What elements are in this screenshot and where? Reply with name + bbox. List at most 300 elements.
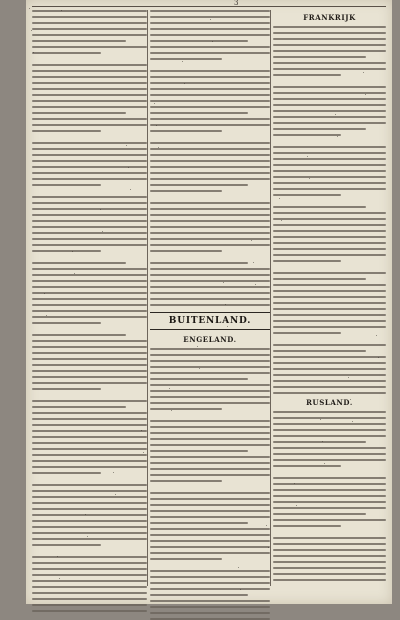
text-line — [150, 58, 222, 60]
print-speck — [238, 567, 239, 568]
text-line — [32, 514, 147, 516]
text-line — [32, 454, 147, 456]
text-line — [273, 176, 386, 178]
text-line — [273, 68, 386, 70]
text-line — [32, 556, 147, 558]
text-line — [32, 148, 147, 150]
text-line — [32, 442, 147, 444]
print-speck — [225, 304, 226, 305]
text-line — [273, 164, 386, 166]
text-line — [273, 477, 386, 479]
print-speck — [296, 505, 297, 506]
text-line — [273, 104, 386, 106]
text-line — [273, 128, 366, 130]
print-speck — [240, 589, 241, 590]
text-line — [150, 82, 270, 84]
print-speck — [199, 368, 200, 369]
text-line — [150, 528, 270, 530]
text-line — [32, 220, 147, 222]
text-line — [150, 444, 270, 446]
top-rule — [32, 6, 386, 7]
text-line — [273, 326, 386, 328]
text-line — [273, 248, 386, 250]
text-line — [273, 380, 386, 382]
print-speck — [268, 547, 269, 548]
text-line — [32, 382, 147, 384]
print-speck — [171, 410, 172, 411]
print-speck — [279, 198, 280, 199]
text-line — [32, 592, 147, 594]
text-line — [32, 526, 147, 528]
text-line — [273, 308, 386, 310]
text-line — [150, 456, 270, 458]
print-speck — [212, 41, 213, 42]
print-speck — [376, 335, 377, 336]
text-line — [32, 208, 147, 210]
text-line — [150, 112, 248, 114]
print-speck — [154, 103, 155, 104]
text-line — [32, 178, 147, 180]
section-heading-buitenland: BUITENLAND. — [150, 312, 270, 330]
text-line — [273, 86, 386, 88]
text-line — [150, 390, 270, 392]
text-line — [150, 304, 270, 306]
text-line — [273, 134, 341, 136]
print-speck — [294, 483, 295, 484]
text-line — [150, 100, 270, 102]
print-speck — [85, 514, 86, 515]
print-speck — [130, 189, 131, 190]
column-middle-text-bottom — [150, 348, 270, 620]
text-line — [32, 238, 147, 240]
text-line — [150, 384, 270, 386]
text-line — [32, 10, 147, 12]
text-line — [32, 70, 147, 72]
text-line — [150, 540, 270, 542]
text-line — [150, 286, 270, 288]
text-line — [150, 298, 270, 300]
text-line — [273, 170, 386, 172]
text-line — [273, 435, 386, 437]
print-speck — [31, 30, 32, 31]
column-divider — [147, 10, 148, 586]
text-line — [32, 520, 147, 522]
text-line — [273, 374, 386, 376]
text-line — [273, 56, 366, 58]
text-line — [32, 88, 147, 90]
print-speck — [255, 284, 256, 285]
print-speck — [223, 282, 224, 283]
text-line — [32, 226, 147, 228]
text-line — [273, 254, 386, 256]
text-line — [32, 292, 147, 294]
text-line — [150, 600, 270, 602]
text-line — [273, 92, 386, 94]
text-line — [32, 484, 147, 486]
print-speck — [113, 472, 114, 473]
text-line — [32, 46, 147, 48]
text-line — [150, 202, 270, 204]
text-line — [273, 495, 386, 497]
text-line — [273, 362, 386, 364]
text-line — [150, 510, 270, 512]
text-line — [150, 268, 270, 270]
text-line — [273, 579, 386, 581]
text-line — [32, 316, 147, 318]
text-line — [150, 576, 270, 578]
text-line — [273, 417, 386, 419]
text-line — [150, 534, 270, 536]
print-speck — [365, 94, 366, 95]
text-line — [32, 196, 147, 198]
text-line — [273, 302, 386, 304]
text-line — [273, 332, 341, 334]
text-line — [32, 400, 147, 402]
text-line — [273, 224, 386, 226]
text-line — [150, 408, 222, 410]
print-speck — [335, 114, 336, 115]
text-line — [150, 348, 270, 350]
text-line — [32, 610, 147, 612]
text-line — [32, 304, 147, 306]
text-line — [273, 519, 386, 521]
text-line — [150, 360, 270, 362]
print-speck — [59, 578, 60, 579]
text-line — [32, 214, 147, 216]
text-line — [273, 278, 366, 280]
print-speck — [169, 388, 170, 389]
column-middle-text-top — [150, 10, 270, 306]
print-speck — [307, 156, 308, 157]
text-line — [150, 292, 270, 294]
text-line — [32, 28, 147, 30]
text-line — [150, 34, 270, 36]
text-line — [273, 543, 386, 545]
text-line — [150, 166, 270, 168]
text-line — [273, 513, 366, 515]
text-line — [32, 172, 147, 174]
text-line — [273, 272, 386, 274]
text-line — [32, 268, 147, 270]
text-line — [32, 112, 126, 114]
section-heading-frankrijk: FRANKRIJK — [303, 13, 356, 22]
text-line — [32, 532, 147, 534]
print-speck — [322, 441, 323, 442]
text-line — [273, 236, 386, 238]
text-line — [273, 116, 386, 118]
text-line — [273, 459, 386, 461]
text-line — [150, 438, 270, 440]
text-line — [150, 262, 248, 264]
text-line — [273, 561, 386, 563]
newspaper-page — [26, 0, 392, 604]
text-line — [273, 507, 386, 509]
text-line — [273, 38, 386, 40]
text-line — [273, 483, 386, 485]
column-middle — [150, 10, 270, 586]
print-speck — [378, 357, 379, 358]
text-line — [32, 460, 147, 462]
column-right — [273, 10, 386, 586]
text-line — [32, 154, 147, 156]
text-line — [150, 546, 270, 548]
text-line — [273, 447, 386, 449]
text-line — [273, 230, 386, 232]
text-line — [32, 262, 126, 264]
text-line — [32, 436, 147, 438]
text-line — [273, 212, 386, 214]
text-line — [150, 420, 270, 422]
text-line — [150, 462, 270, 464]
text-line — [273, 549, 386, 551]
text-line — [32, 568, 147, 570]
text-line — [273, 555, 386, 557]
text-line — [150, 594, 248, 596]
text-line — [273, 441, 366, 443]
text-line — [32, 334, 126, 336]
text-line — [273, 242, 386, 244]
text-line — [150, 76, 270, 78]
text-line — [150, 160, 270, 162]
text-line — [150, 468, 270, 470]
text-line — [273, 296, 386, 298]
text-line — [273, 368, 386, 370]
text-line — [150, 70, 270, 72]
text-line — [32, 430, 147, 432]
text-line — [273, 392, 386, 394]
text-line — [150, 130, 222, 132]
text-line — [273, 573, 386, 575]
text-line — [32, 202, 147, 204]
text-line — [32, 358, 147, 360]
text-line — [150, 106, 270, 108]
text-line — [150, 378, 248, 380]
text-line — [150, 190, 222, 192]
print-speck — [352, 421, 353, 422]
text-line — [32, 40, 126, 42]
text-line — [32, 412, 147, 414]
text-line — [150, 52, 270, 54]
text-line — [150, 178, 270, 180]
page-number: 3 — [234, 0, 239, 7]
text-line — [273, 525, 341, 527]
text-line — [32, 418, 147, 420]
text-line — [150, 124, 270, 126]
print-speck — [57, 556, 58, 557]
text-line — [273, 465, 341, 467]
text-line — [150, 22, 270, 24]
print-speck — [266, 525, 267, 526]
text-line — [273, 489, 386, 491]
print-speck — [227, 326, 228, 327]
text-line — [32, 388, 101, 390]
print-speck — [184, 83, 185, 84]
text-line — [150, 426, 270, 428]
text-line — [32, 364, 147, 366]
text-line — [32, 346, 147, 348]
text-line — [150, 220, 270, 222]
text-line — [32, 598, 147, 600]
text-line — [32, 22, 147, 24]
text-line — [32, 118, 147, 120]
text-line — [150, 492, 270, 494]
text-line — [32, 490, 147, 492]
print-speck — [141, 430, 142, 431]
text-line — [273, 314, 386, 316]
text-line — [273, 356, 386, 358]
text-line — [273, 218, 386, 220]
text-line — [150, 88, 270, 90]
text-line — [273, 290, 386, 292]
text-line — [273, 567, 386, 569]
text-line — [273, 423, 386, 425]
text-line — [32, 76, 147, 78]
text-line — [150, 280, 270, 282]
text-line — [32, 52, 101, 54]
text-line — [32, 508, 147, 510]
text-line — [32, 544, 101, 546]
text-line — [150, 184, 248, 186]
text-line — [150, 588, 270, 590]
text-line — [150, 498, 270, 500]
text-line — [150, 214, 270, 216]
text-line — [273, 44, 386, 46]
text-line — [273, 453, 386, 455]
text-line — [32, 538, 147, 540]
text-line — [273, 350, 366, 352]
text-line — [32, 466, 147, 468]
text-line — [32, 580, 147, 582]
text-line — [150, 142, 270, 144]
text-line — [273, 98, 386, 100]
text-line — [150, 558, 222, 560]
text-line — [32, 124, 147, 126]
text-line — [273, 284, 386, 286]
print-speck — [115, 494, 116, 495]
print-speck — [102, 231, 103, 232]
text-line — [150, 606, 270, 608]
text-line — [32, 166, 147, 168]
print-speck — [363, 72, 364, 73]
text-line — [150, 46, 270, 48]
text-line — [273, 206, 366, 208]
text-line — [32, 82, 147, 84]
text-line — [32, 352, 147, 354]
print-speck — [309, 178, 310, 179]
text-line — [273, 152, 386, 154]
section-heading-engeland: ENGELAND. — [183, 335, 237, 344]
text-line — [32, 16, 147, 18]
text-line — [32, 184, 101, 186]
print-speck — [281, 220, 282, 221]
text-line — [150, 354, 270, 356]
text-line — [32, 376, 147, 378]
text-line — [150, 396, 270, 398]
text-line — [32, 496, 147, 498]
section-heading-rusland: RUSLAND. — [306, 398, 353, 407]
text-line — [273, 158, 386, 160]
print-speck — [126, 145, 127, 146]
print-speck — [44, 293, 45, 294]
text-line — [32, 244, 147, 246]
text-line — [32, 100, 147, 102]
text-line — [273, 182, 386, 184]
text-line — [32, 160, 147, 162]
text-line — [32, 472, 101, 474]
text-line — [150, 504, 270, 506]
text-line — [32, 574, 147, 576]
print-speck — [74, 273, 75, 274]
print-speck — [197, 346, 198, 347]
text-line — [150, 516, 270, 518]
text-line — [150, 148, 270, 150]
text-line — [273, 537, 386, 539]
text-line — [32, 130, 101, 132]
text-line — [32, 232, 147, 234]
text-line — [273, 74, 341, 76]
text-line — [150, 244, 270, 246]
text-line — [32, 604, 147, 606]
text-line — [150, 232, 270, 234]
text-line — [32, 562, 147, 564]
print-speck — [210, 19, 211, 20]
print-speck — [348, 377, 349, 378]
print-speck — [253, 262, 254, 263]
text-line — [32, 250, 101, 252]
text-line — [150, 208, 270, 210]
text-line — [150, 480, 222, 482]
text-line — [32, 286, 147, 288]
print-speck — [324, 463, 325, 464]
print-speck — [33, 52, 34, 53]
text-line — [32, 502, 147, 504]
text-line — [150, 40, 248, 42]
text-line — [150, 432, 270, 434]
text-line — [150, 366, 270, 368]
text-line — [150, 402, 270, 404]
text-line — [150, 16, 270, 18]
text-line — [32, 370, 147, 372]
text-line — [273, 386, 386, 388]
print-speck — [61, 10, 62, 11]
text-line — [150, 552, 270, 554]
print-speck — [128, 167, 129, 168]
print-speck — [350, 399, 351, 400]
text-line — [32, 280, 147, 282]
text-line — [273, 50, 386, 52]
print-speck — [29, 8, 30, 9]
print-speck — [46, 315, 47, 316]
print-speck — [337, 136, 338, 137]
text-line — [273, 26, 386, 28]
text-line — [273, 122, 386, 124]
text-line — [150, 570, 270, 572]
print-speck — [158, 147, 159, 148]
text-line — [32, 340, 147, 342]
text-line — [32, 406, 126, 408]
text-line — [32, 310, 147, 312]
column-right-text-bottom — [273, 411, 386, 581]
text-line — [273, 429, 386, 431]
print-speck — [251, 240, 252, 241]
text-line — [32, 142, 147, 144]
text-line — [150, 226, 270, 228]
column-divider — [270, 10, 271, 586]
text-line — [273, 194, 341, 196]
text-line — [150, 172, 270, 174]
text-line — [150, 94, 270, 96]
text-line — [150, 250, 222, 252]
